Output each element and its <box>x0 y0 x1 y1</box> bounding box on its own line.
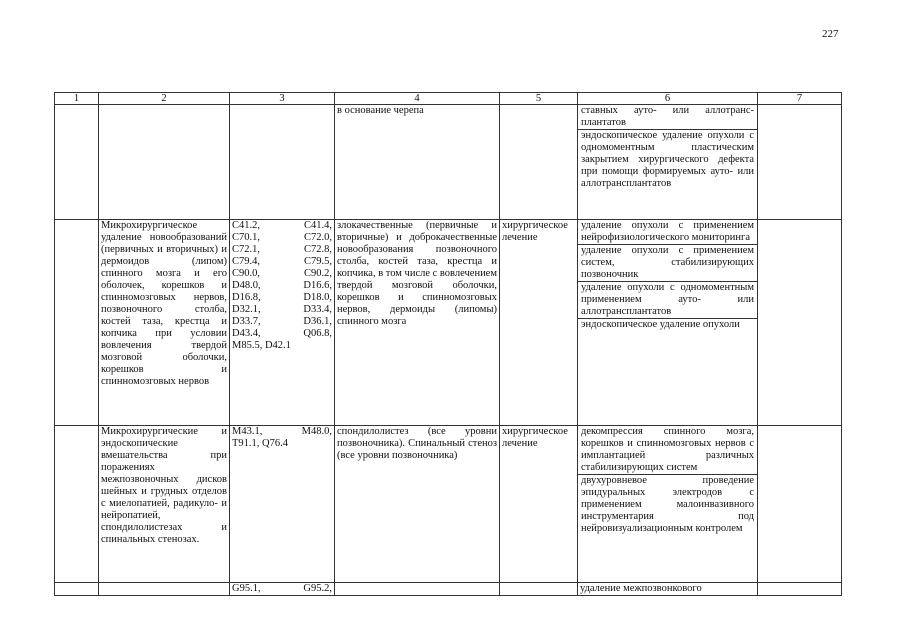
table-row <box>55 426 842 583</box>
table-cell <box>335 583 500 596</box>
table-cell <box>758 220 842 426</box>
code: C70.1, <box>232 232 261 243</box>
code: M43.1, <box>232 426 263 437</box>
code: C72.1, <box>232 244 261 255</box>
table-cell <box>230 426 335 583</box>
column-header: 2 <box>99 93 230 105</box>
column-header: 7 <box>758 93 842 105</box>
code: D33.7, <box>232 316 261 327</box>
code: M48.0, <box>301 426 332 437</box>
table-row <box>55 105 842 220</box>
procedure-item: декомпрессия спинного мозга, корешков и спинномозговых нервов с имплантацией различных стабилизирующих систем <box>578 426 757 475</box>
table-cell: Микрохирургические и эндоскопические вмешательства при поражениях межпозвоночных дисков шейных и грудных отделов с миелопатией, радикуло- и нейропатией, спондилолистезах и спинальных стенозах. <box>99 426 230 583</box>
code: C79.4, <box>232 256 261 267</box>
code: C72.8, <box>303 244 332 255</box>
procedure-item: эндоскопическое удаление опухоли с одномоментным пластическим закрытием хирургического дефекта при помощи формируемых ауто- или аллотрансплантатов <box>581 130 754 189</box>
table-cell: хирургическое лечение <box>500 220 578 426</box>
table-cell: злокачественные (первичные и вторичные) и доброкачественные новообразования позвоночного столба, костей таза, крестца и копчика, в том числе с вовлечением твердой мозговой оболочки, корешков и спинномозговых нервов, дермоиды (липомы) спинного мозга <box>335 220 500 426</box>
code: D43.4, <box>232 328 261 339</box>
code: D16.6, <box>303 280 332 291</box>
code: C90.0, <box>232 268 261 279</box>
code: C72.0, <box>303 232 332 243</box>
code: D32.1, <box>232 304 261 315</box>
table-cell <box>578 426 758 583</box>
code: G95.2, <box>303 583 332 594</box>
column-header: 4 <box>335 93 500 105</box>
table-cell <box>99 105 230 220</box>
diagnosis-codes <box>232 426 332 450</box>
procedures-table <box>54 92 842 596</box>
procedure-item: ставных ауто- или аллотранс-плантатов <box>578 105 757 130</box>
code: T91.1, Q76.4 <box>232 438 288 449</box>
page-number: 227 <box>822 28 839 40</box>
table-cell: Микрохирургическое удаление новообразований (первичных и вторичных) и дермоидов (липом) спинного мозга и его оболочек, корешков и спинномозговых нервов, позвоночного столба, костей таза, крестца и копчика при условии вовлечения твердой мозговой оболочки, корешков и спинномозговых нервов <box>99 220 230 426</box>
code: Q06.8, <box>303 328 332 339</box>
code: D33.4, <box>303 304 332 315</box>
table-cell <box>55 583 99 596</box>
code: C41.4, <box>303 220 332 231</box>
code: D48.0, <box>232 280 261 291</box>
code: D18.0, <box>303 292 332 303</box>
diagnosis-codes <box>232 220 332 352</box>
column-header: 1 <box>55 93 99 105</box>
diagnosis-codes <box>232 583 332 595</box>
table-row <box>55 220 842 426</box>
table-cell <box>758 426 842 583</box>
code: C90.2, <box>303 268 332 279</box>
column-header: 5 <box>500 93 578 105</box>
table-cell <box>99 583 230 596</box>
table-row <box>55 583 842 596</box>
procedure-item: удаление опухоли с применением нейрофизиологического мониторинга <box>578 220 757 245</box>
code: G95.1, <box>232 583 261 594</box>
table-cell <box>578 105 758 220</box>
procedure-item: эндоскопическое удаление опухоли <box>581 319 740 330</box>
procedure-item: двухуровневое проведение эпидуральных электродов с применением малоинвазивного инструментария под нейровизуализационным контролем <box>581 475 754 534</box>
table-cell <box>55 426 99 583</box>
column-header: 3 <box>230 93 335 105</box>
code: C79.5, <box>303 256 332 267</box>
code: D36.1, <box>303 316 332 327</box>
column-header: 6 <box>578 93 758 105</box>
table-cell <box>758 583 842 596</box>
header-row <box>55 93 842 105</box>
code: M85.5, D42.1 <box>232 340 291 351</box>
procedure-item: удаление опухоли с применением систем, стабилизирующих позвоночник <box>578 245 757 282</box>
code: D16.8, <box>232 292 261 303</box>
table-cell: спондилолистез (все уровни позвоночника). Спинальный стеноз (все уровни позвоночника) <box>335 426 500 583</box>
table-cell <box>500 105 578 220</box>
code: C41.2, <box>232 220 261 231</box>
table-cell: хирургическое лечение <box>500 426 578 583</box>
table-cell: удаление межпозвонкового <box>578 583 758 596</box>
table-cell <box>55 105 99 220</box>
table-cell <box>578 220 758 426</box>
procedure-item: удаление опухоли с одномоментным применением ауто- или аллотрансплантатов <box>578 282 757 319</box>
table-cell: в основание черепа <box>335 105 500 220</box>
table-cell <box>230 105 335 220</box>
table-cell <box>500 583 578 596</box>
table-cell <box>758 105 842 220</box>
table-cell <box>230 220 335 426</box>
table-cell <box>55 220 99 426</box>
table-cell <box>230 583 335 596</box>
